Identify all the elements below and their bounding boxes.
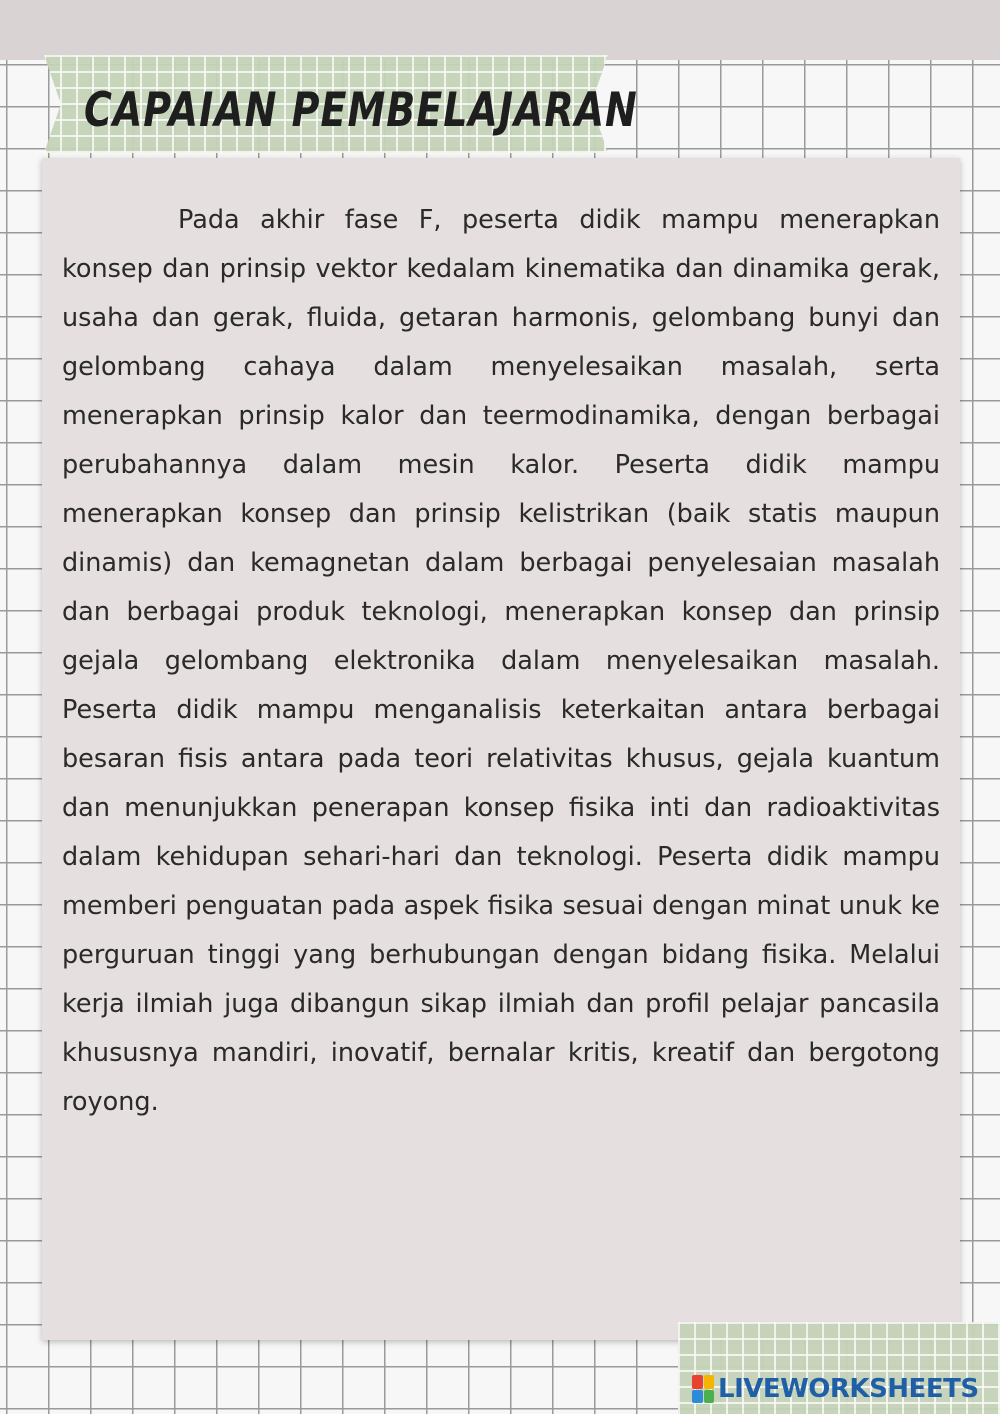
logo-square-green (704, 1390, 715, 1404)
logo-square-blue (692, 1390, 703, 1404)
logo-square-red (692, 1375, 703, 1389)
liveworksheets-logo-icon (692, 1375, 714, 1403)
logo-square-yellow (704, 1375, 715, 1389)
watermark-text: LIVEWORKSHEETS (718, 1374, 979, 1404)
liveworksheets-watermark (692, 1372, 979, 1406)
page-title: CAPAIAN PEMBELAJARAN (84, 82, 638, 137)
body-paragraph: Pada akhir fase F, peserta didik mampu menerapkan konsep dan prinsip vektor kedalam kinematika dan dinamika gerak, usaha dan gerak, fluida, getaran harmonis, gelombang bunyi dan gelombang cahaya dalam menyelesaikan masalah, serta menerapkan prinsip kalor dan teermodinamika, dengan berbagai perubahannya dalam mesin kalor. Peserta didik mampu menerapkan konsep dan prinsip kelistrikan (baik statis maupun dinamis) dan kemagnetan dalam berbagai penyelesaian masalah dan berbagai produk teknologi, menerapkan konsep dan prinsip gejala gelombang elektronika dalam menyelesaikan masalah. Peserta didik mampu menganalisis keterkaitan antara berbagai besaran fisis antara pada teori relativitas khusus, gejala kuantum dan menunjukkan penerapan konsep fisika inti dan radioaktivitas dalam kehidupan sehari-hari dan teknologi. Peserta didik mampu memberi penguatan pada aspek fisika sesuai dengan minat unuk ke perguruan tinggi yang berhubungan dengan bidang fisika. Melalui kerja ilmiah juga dibangun sikap ilmiah dan profil pelajar pancasila khususnya mandiri, inovatif, bernalar kritis, kreatif dan bergotong royong. (62, 205, 940, 1117)
